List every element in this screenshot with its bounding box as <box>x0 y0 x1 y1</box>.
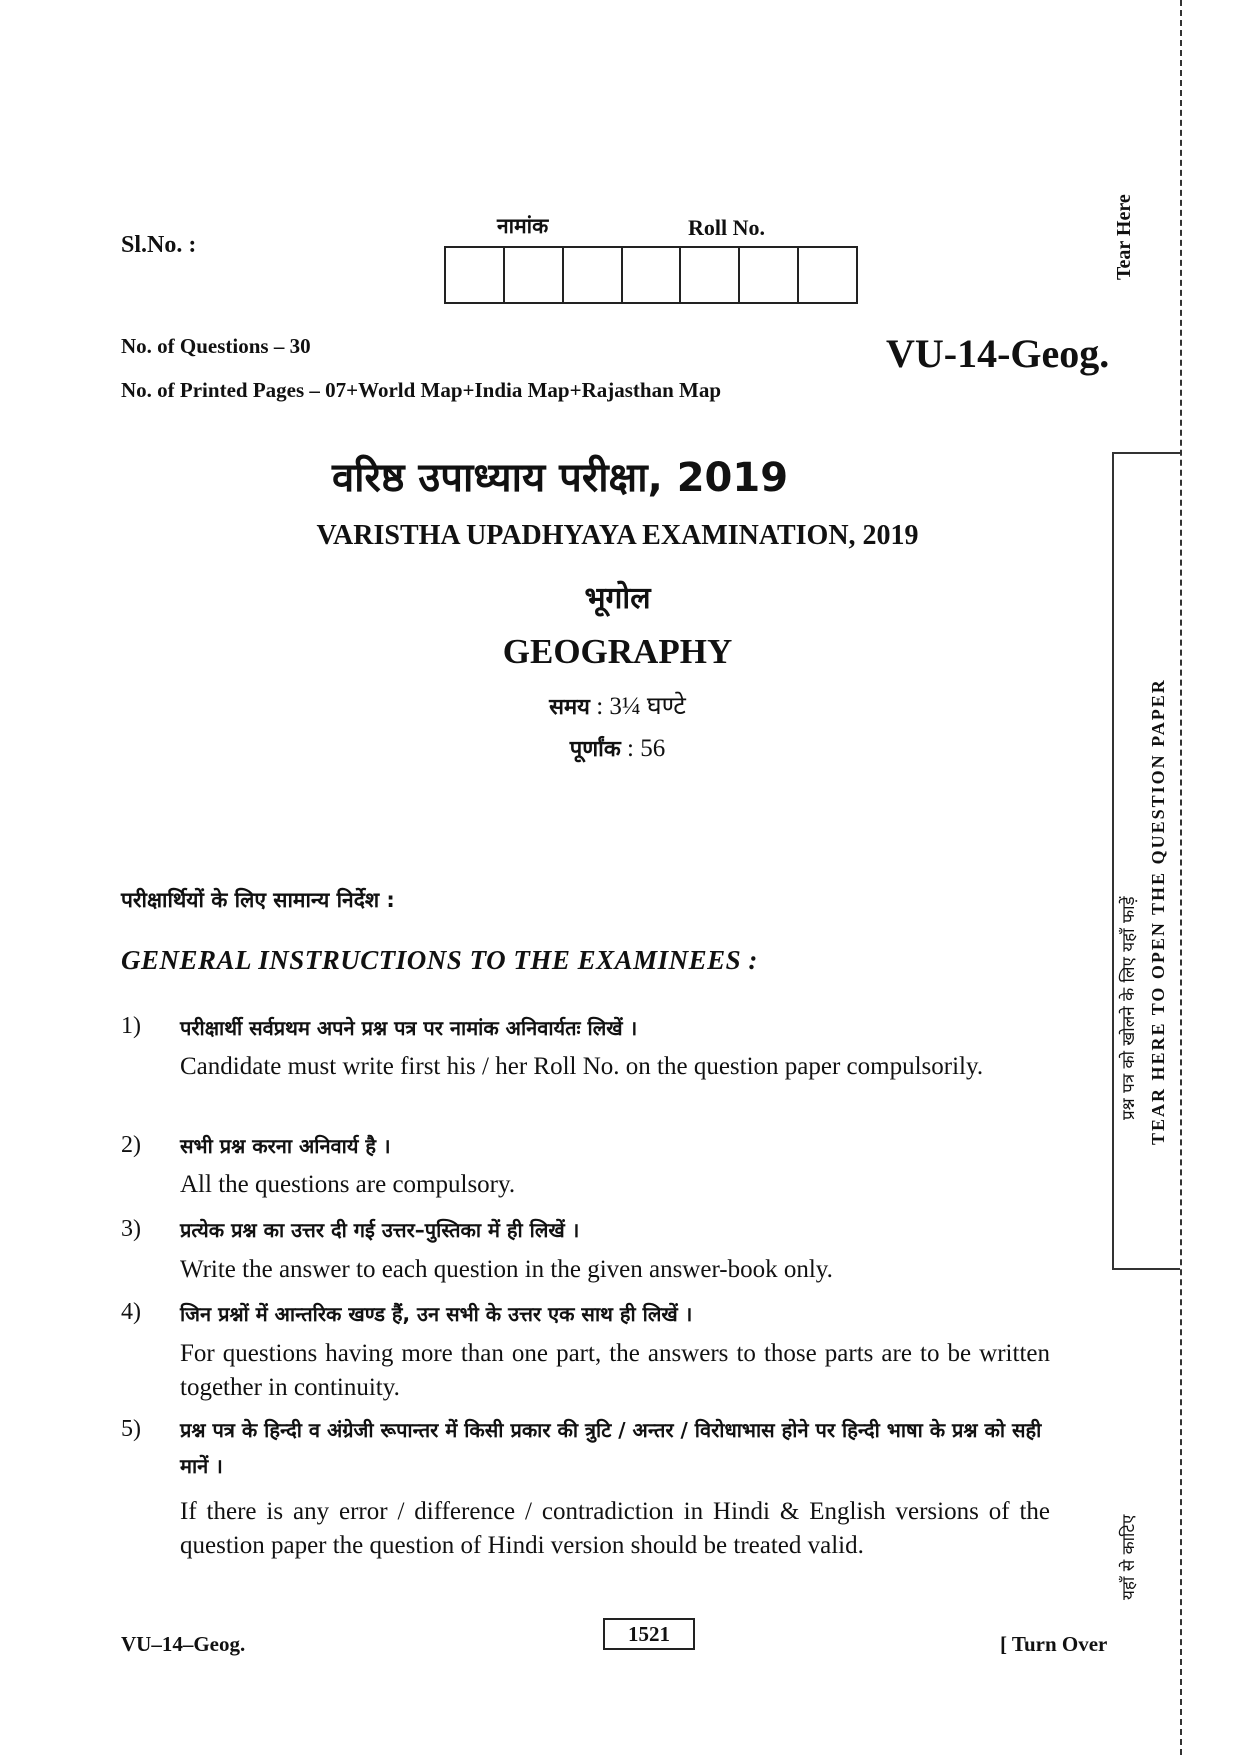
instruction-hindi: परीक्षार्थी सर्वप्रथम अपने प्रश्न पत्र पर नामांक अनिवार्यतः लिखें । <box>180 1016 638 1040</box>
roll-digit-box[interactable] <box>740 248 799 302</box>
instructions-heading-hindi: परीक्षार्थियों के लिए सामान्य निर्देश : <box>121 888 395 912</box>
marks-label: पूर्णांक <box>569 737 621 762</box>
number-of-questions: No. of Questions – 30 <box>121 334 311 358</box>
roll-digit-box[interactable] <box>505 248 564 302</box>
tear-open-english: TEAR HERE TO OPEN THE QUESTION PAPER <box>1148 678 1168 1145</box>
page-code-box: 1521 <box>603 1618 695 1650</box>
number-of-pages: No. of Printed Pages – 07+World Map+India Map+Rajasthan Map <box>121 378 722 402</box>
instruction-number: 4) <box>121 1299 141 1325</box>
instruction-english: Candidate must write first his / her Roll No. on the question paper compulsorily. <box>180 1053 984 1080</box>
instruction-number: 1) <box>121 1013 141 1039</box>
instruction-hindi: सभी प्रश्न करना अनिवार्य है । <box>180 1134 391 1158</box>
time-value: : 3¼ घण्टे <box>596 693 686 720</box>
maximum-marks <box>0 733 1235 763</box>
roll-digit-box[interactable] <box>446 248 505 302</box>
time-allowed <box>0 688 1235 722</box>
instruction-hindi: प्रश्न पत्र के हिन्दी व अंग्रेजी रूपान्तर में किसी प्रकार की त्रुटि / अन्तर / विरोधाभास होने पर हिन्दी भाषा के प्रश्न को सही मानें । <box>180 1418 1042 1478</box>
roll-label-hindi: नामांक <box>497 214 549 238</box>
serial-number-label: Sl.No. : <box>121 232 197 258</box>
tear-dashed-line <box>1180 0 1182 1755</box>
subject-english: GEOGRAPHY <box>502 632 733 671</box>
instruction-hindi: जिन प्रश्नों में आन्तरिक खण्ड हैं, उन सभी के उत्तर एक साथ ही लिखें । <box>180 1302 693 1326</box>
instruction-hindi: प्रत्येक प्रश्न का उत्तर दी गई उत्तर–पुस्तिका में ही लिखें । <box>180 1218 580 1242</box>
exam-title-hindi: वरिष्ठ उपाध्याय परीक्षा, 2019 <box>331 455 789 501</box>
tear-here-label: Tear Here <box>1113 194 1135 280</box>
turn-over-label: [ Turn Over <box>1000 1632 1108 1656</box>
roll-number-boxes[interactable] <box>444 246 858 304</box>
roll-digit-box[interactable] <box>799 248 856 302</box>
tear-open-hindi: प्रश्न पत्र को खोलने के लिए यहाँ फाड़ें <box>1119 896 1139 1120</box>
cut-here-hindi: यहाँ से काटिए <box>1119 1514 1139 1600</box>
instruction-number: 2) <box>121 1132 141 1158</box>
roll-label-english: Roll No. <box>688 215 765 240</box>
tear-instruction-box <box>1112 452 1180 1270</box>
footer-paper-code: VU–14–Geog. <box>121 1632 246 1656</box>
instruction-english: If there is any error / difference / contradiction in Hindi & English versions of the question paper the question of Hindi version should be treated valid. <box>180 1498 1050 1559</box>
roll-digit-box[interactable] <box>623 248 682 302</box>
marks-value: : 56 <box>627 735 666 762</box>
roll-digit-box[interactable] <box>564 248 623 302</box>
roll-digit-box[interactable] <box>681 248 740 302</box>
subject-hindi: भूगोल <box>584 581 651 616</box>
instruction-english: For questions having more than one part, the answers to those parts are to be written together in continuity. <box>180 1340 1050 1401</box>
instruction-number: 5) <box>121 1416 141 1442</box>
instruction-number: 3) <box>121 1216 141 1242</box>
instruction-english: All the questions are compulsory. <box>180 1171 516 1198</box>
time-label: समय <box>549 695 590 720</box>
paper-code: VU-14-Geog. <box>886 331 1110 376</box>
instructions-heading-english: GENERAL INSTRUCTIONS TO THE EXAMINEES : <box>121 945 758 975</box>
exam-title-english: VARISTHA UPADHYAYA EXAMINATION, 2019 <box>316 520 919 551</box>
instruction-english: Write the answer to each question in the given answer-book only. <box>180 1256 833 1283</box>
